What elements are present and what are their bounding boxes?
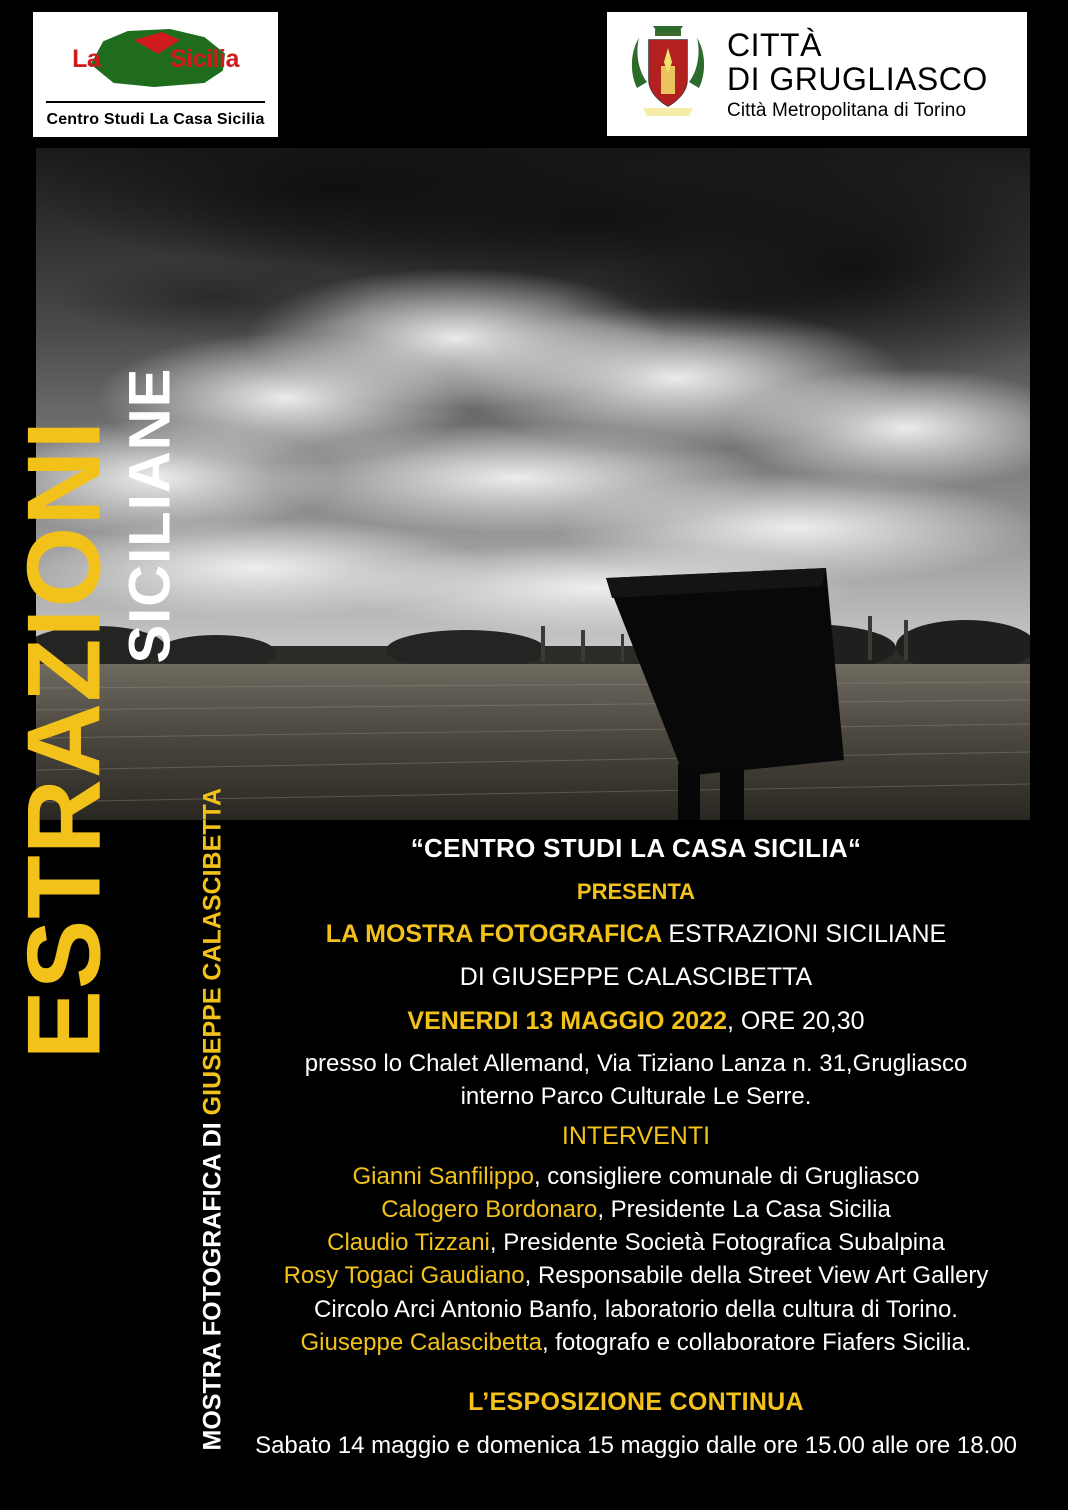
exposition-label: L’ESPOSIZIONE CONTINUA bbox=[468, 1387, 804, 1416]
speaker-item bbox=[236, 1260, 1036, 1291]
logo-casa-sicilia-subtitle: Centro Studi La Casa Sicilia bbox=[46, 111, 265, 128]
photo-illustration bbox=[36, 148, 1030, 820]
logo-word-sicilia: Sicilia bbox=[170, 44, 239, 73]
speaker-item bbox=[236, 1294, 1036, 1325]
logo-grugliasco-subtitle: Città Metropolitana di Torino bbox=[727, 99, 967, 121]
speaker-role: , Responsabile della Street View Art Gallery bbox=[524, 1262, 989, 1290]
poster-title-siciliane: SICILIANE bbox=[117, 367, 183, 664]
poster-subtitle-vertical bbox=[198, 787, 228, 1465]
speaker-name: Calogero Bordonaro bbox=[381, 1195, 598, 1223]
logo-casa-sicilia-wordmark bbox=[72, 45, 239, 74]
section-spacer bbox=[236, 1360, 1036, 1386]
exhibition-title: ESTRAZIONI SICILIANE bbox=[668, 920, 947, 949]
logo-citta-di-grugliasco bbox=[607, 12, 1027, 136]
presenta-label: PRESENTA bbox=[576, 878, 696, 904]
speaker-role: , consigliere comunale di Grugliasco bbox=[533, 1162, 920, 1190]
speaker-role: , laboratorio della cultura di Torino. bbox=[591, 1295, 958, 1323]
speaker-name: Gianni Sanfilippo bbox=[352, 1162, 534, 1190]
event-time: , ORE 20,30 bbox=[726, 1007, 865, 1036]
speaker-item bbox=[236, 1194, 1036, 1225]
exhibition-author: DI GIUSEPPE CALASCIBETTA bbox=[459, 962, 813, 991]
coat-of-arms-icon bbox=[625, 22, 711, 126]
poster-photograph bbox=[36, 148, 1030, 820]
speaker-name: Giuseppe Calascibetta bbox=[300, 1328, 542, 1356]
logo-divider bbox=[46, 101, 264, 103]
logo-word-casa: Casa bbox=[106, 44, 165, 73]
logo-grugliasco-line2: DI GRUGLIASCO bbox=[727, 60, 988, 97]
poster-subtitle-prefix: MOSTRA FOTOGRAFICA DI bbox=[198, 1115, 227, 1451]
speaker-item bbox=[236, 1327, 1036, 1358]
speaker-name: Rosy Togaci Gaudiano bbox=[283, 1262, 525, 1290]
logo-grugliasco-line1: CITTÀ bbox=[727, 26, 822, 63]
poster-info-block bbox=[236, 832, 1036, 1468]
event-date: VENERDI 13 MAGGIO 2022 bbox=[407, 1007, 727, 1036]
organizer-name: “CENTRO STUDI LA CASA SICILIA“ bbox=[410, 833, 862, 863]
exhibition-line bbox=[236, 918, 1036, 951]
speaker-role: , Presidente Società Fotografica Subalpina bbox=[489, 1229, 945, 1257]
speaker-item bbox=[236, 1227, 1036, 1258]
exhibition-prefix: LA MOSTRA FOTOGRAFICA bbox=[325, 920, 669, 949]
speaker-role: , fotografo e collaboratore Fiafers Sicilia. bbox=[541, 1328, 972, 1356]
speaker-name: Circolo Arci Antonio Banfo bbox=[314, 1295, 592, 1323]
logo-casa-sicilia-graphic bbox=[37, 20, 274, 98]
logo-grugliasco-text bbox=[727, 26, 988, 121]
logo-casa-sicilia bbox=[33, 12, 278, 137]
speakers-label: INTERVENTI bbox=[561, 1122, 711, 1151]
poster-title-estrazioni: ESTRAZIONI bbox=[6, 419, 123, 1060]
speaker-role: , Presidente La Casa Sicilia bbox=[597, 1195, 891, 1223]
venue-address-line1: presso lo Chalet Allemand, Via Tiziano Lanza n. 31,Grugliasco bbox=[304, 1049, 968, 1077]
speaker-item bbox=[236, 1161, 1036, 1192]
logo-word-la: La bbox=[72, 44, 101, 73]
event-datetime bbox=[236, 1005, 1036, 1038]
venue-address-line2: interno Parco Culturale Le Serre. bbox=[460, 1083, 812, 1111]
poster-subtitle-author: GIUSEPPE CALASCIBETTA bbox=[198, 787, 227, 1116]
exposition-hours: Sabato 14 maggio e domenica 15 maggio dalle ore 15.00 alle ore 18.00 bbox=[255, 1432, 1017, 1460]
speaker-name: Claudio Tizzani bbox=[327, 1229, 490, 1257]
